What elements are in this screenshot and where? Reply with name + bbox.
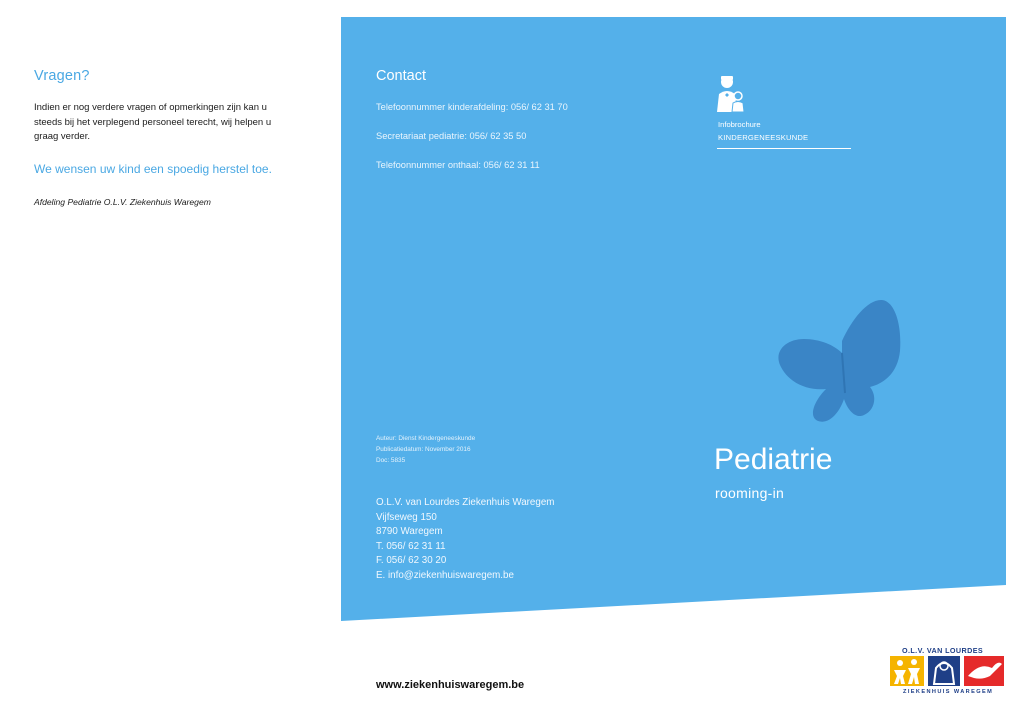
divider (717, 148, 851, 149)
questions-title: Vragen? (34, 68, 90, 84)
hospital-address (376, 496, 554, 584)
cover-title: Pediatrie (714, 443, 833, 476)
logo-text-bottom: ZIEKENHUIS WAREGEM (903, 689, 994, 695)
contact-line: Secretariaat pediatrie: 056/ 62 35 50 (376, 131, 527, 141)
department-signature: Afdeling Pediatrie O.L.V. Ziekenhuis Waregem (34, 197, 211, 207)
meta-author: Auteur: Dienst Kindergeneeskunde (376, 435, 476, 442)
contact-line: Telefoonnummer onthaal: 056/ 62 31 11 (376, 160, 540, 170)
brochure-department: KINDERGENEESKUNDE (718, 133, 809, 142)
butterfly-icon (770, 293, 916, 425)
address-street: Vijfseweg 150 (376, 511, 437, 523)
address-email: E. info@ziekenhuiswaregem.be (376, 569, 514, 581)
brochure-label: Infobrochure (718, 120, 761, 129)
contact-title: Contact (376, 68, 426, 84)
recovery-wish: We wensen uw kind een spoedig herstel toe. (34, 162, 272, 176)
address-city: 8790 Waregem (376, 526, 443, 538)
logo-text-top: O.L.V. VAN LOURDES (902, 646, 984, 655)
website-link[interactable]: www.ziekenhuiswaregem.be (376, 679, 525, 691)
meta-doc: Doc: 5835 (376, 457, 406, 464)
contact-line: Telefoonnummer kinderafdeling: 056/ 62 31 70 (376, 102, 568, 112)
address-phone: T. 056/ 62 31 11 (376, 540, 446, 552)
address-fax: F. 056/ 62 30 20 (376, 555, 447, 567)
cover-subtitle: rooming-in (715, 485, 785, 501)
nurse-with-child-icon (716, 74, 748, 114)
questions-body: Indien er nog verdere vragen of opmerkingen zijn kan u steeds bij het verplegend personeel terecht, wij helpen u graag verder. (34, 102, 272, 142)
address-name: O.L.V. van Lourdes Ziekenhuis Waregem (376, 497, 555, 508)
document-meta (376, 433, 475, 466)
meta-published: Publicatiedatum: November 2016 (376, 446, 471, 453)
